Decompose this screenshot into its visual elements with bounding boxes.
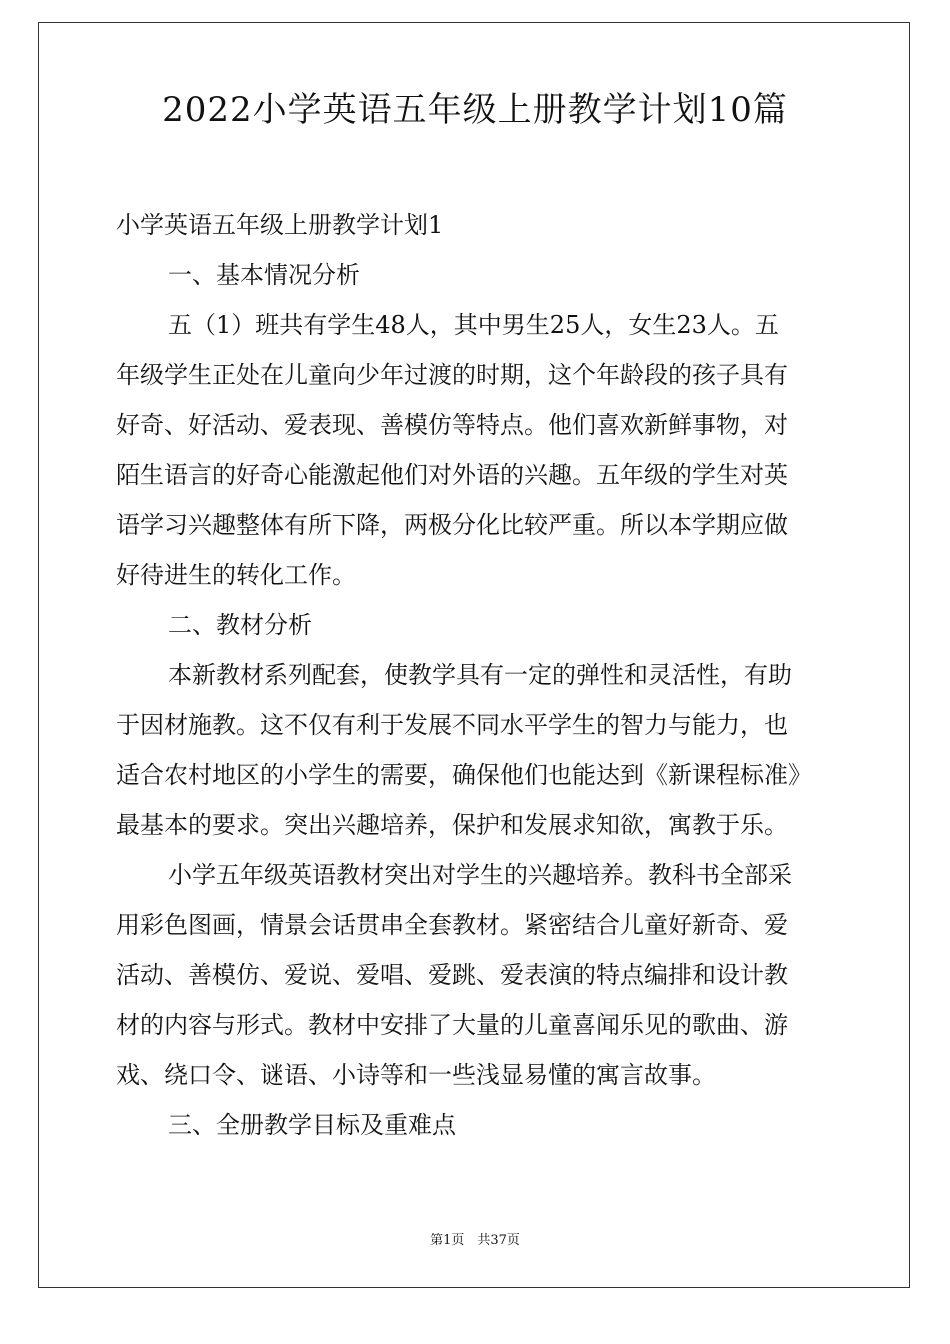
paragraph-line: 本新教材系列配套，使教学具有一定的弹性和灵活性，有助 [168,661,792,689]
document-title: 2022小学英语五年级上册教学计划10篇 [162,90,788,130]
paragraph-line: 陌生语言的好奇心能激起他们对外语的兴趣。五年级的学生对英 [116,461,788,489]
paragraph-line: 好奇、好活动、爱表现、善模仿等特点。他们喜欢新鲜事物，对 [116,411,788,439]
section-heading-textbook: 二、教材分析 [168,611,312,639]
section-heading-goals: 三、全册教学目标及重难点 [168,1111,456,1139]
section-heading-basic: 一、基本情况分析 [168,261,360,289]
section-subtitle: 小学英语五年级上册教学计划1 [116,211,444,239]
paragraph-line: 五（1）班共有学生48人，其中男生25人，女生23人。五 [168,311,779,339]
paragraph-line: 最基本的要求。突出兴趣培养，保护和发展求知欲，寓教于乐。 [116,811,788,839]
paragraph-line: 活动、善模仿、爱说、爱唱、爱跳、爱表演的特点编排和设计教 [116,961,788,989]
paragraph-line: 于因材施教。这不仅有利于发展不同水平学生的智力与能力，也 [116,711,788,739]
paragraph-textbook-features [116,850,832,1100]
document-body [116,200,832,1150]
paragraph-line: 用彩色图画，情景会话贯串全套教材。紧密结合儿童好新奇、爱 [116,911,788,939]
paragraph-line: 年级学生正处在儿童向少年过渡的时期，这个年龄段的孩子具有 [116,361,788,389]
paragraph-line: 好待进生的转化工作。 [116,561,356,589]
paragraph-line: 小学五年级英语教材突出对学生的兴趣培养。教科书全部采 [168,861,792,889]
paragraph-basic-analysis [116,300,832,600]
paragraph-line: 材的内容与形式。教材中安排了大量的儿童喜闻乐见的歌曲、游 [116,1011,788,1039]
paragraph-line: 语学习兴趣整体有所下降，两极分化比较严重。所以本学期应做 [116,511,788,539]
paragraph-textbook-analysis [116,650,832,850]
paragraph-line: 适合农村地区的小学生的需要，确保他们也能达到《新课程标准》 [116,761,812,789]
paragraph-line: 戏、绕口令、谜语、小诗等和一些浅显易懂的寓言故事。 [116,1061,716,1089]
page-number-footer: 第1页 共37页 [430,1233,520,1248]
